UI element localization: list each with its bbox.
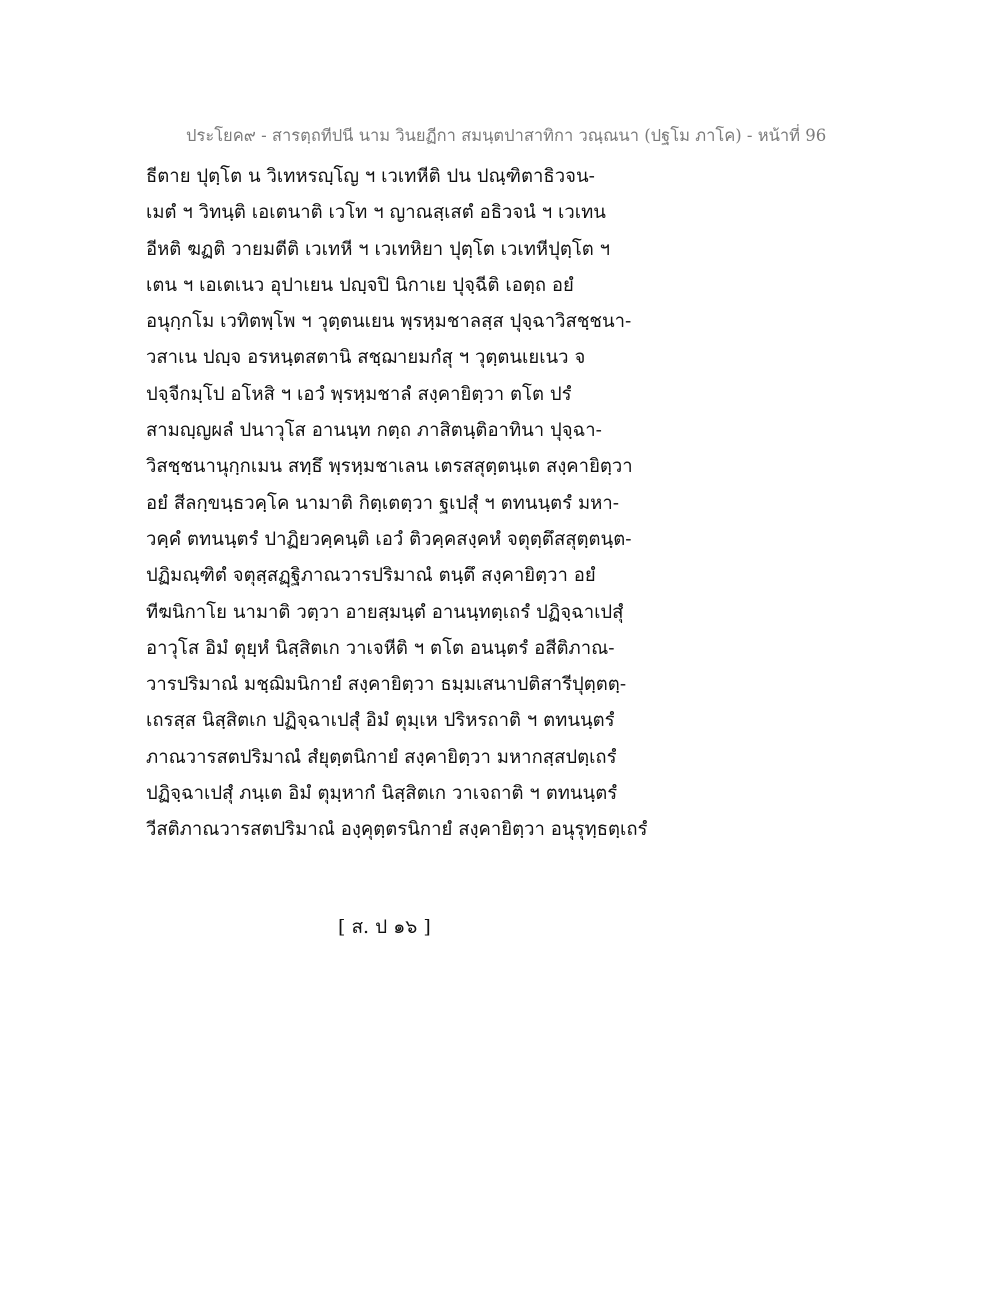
page-signature: [ ส. ป ๑๖ ] (338, 916, 431, 938)
text-line: ภาณวารสตปริมาณํ สํยุตฺตนิกายํ สงฺคายิตฺวา มหากสฺสปตฺเถรํ (146, 746, 617, 768)
text-line: อาวุโส อิมํ ตุยฺหํ นิสฺสิตเก วาเจหีติ ฯ ตโต อนนฺตรํ อสีติภาณ- (146, 637, 615, 659)
text-line: ปฏิจฺฉาเปสุํ ภนฺเต อิมํ ตุมฺหากํ นิสฺสิตเก วาเจถาติ ฯ ตทนนฺตรํ (146, 783, 618, 805)
body-text (146, 159, 666, 849)
text-line: วิสชฺชนานุกฺกเมน สทฺธึ พฺรหฺมชาเลน เตรสสุตฺตนฺเต สงฺคายิตฺวา (146, 456, 633, 478)
text-line: วคฺคํ ตทนนฺตรํ ปาฏิยวคฺคนฺติ เอวํ ติวคฺคสงฺคหํ จตุตฺตึสสุตฺตนฺต- (146, 528, 632, 550)
text-line: ปฏิมณฺฑิตํ จตุสฺสฏฺฐิภาณวารปริมาณํ ตนฺตึ สงฺคายิตฺวา อยํ (146, 565, 596, 587)
text-line: วารปริมาณํ มชฺฌิมนิกายํ สงฺคายิตฺวา ธมฺมเสนาปติสารีปุตฺตตฺ- (146, 674, 627, 696)
text-line: อยํ สีลกฺขนฺธวคฺโค นามาติ กิตฺเตตฺวา ฐเปสุํ ฯ ตทนนฺตรํ มหา- (146, 492, 620, 514)
text-line: ปจฺจีกมฺโป อโหสิ ฯ เอวํ พฺรหฺมชาลํ สงฺคายิตฺวา ตโต ปรํ (146, 383, 572, 405)
text-line: อนุกฺกโม เวทิตพฺโพ ฯ วุตฺตนเยน พฺรหฺมชาลสฺส ปุจฺฉาวิสชฺชนา- (146, 311, 632, 333)
text-line: เถรสฺส นิสฺสิตเก ปฏิจฺฉาเปสุํ อิมํ ตุมฺเห ปริหรถาติ ฯ ตทนนฺตรํ (146, 710, 615, 732)
text-line: วีสติภาณวารสตปริมาณํ องฺคุตฺตรนิกายํ สงฺคายิตฺวา อนุรุทฺธตฺเถรํ (146, 819, 648, 841)
text-line: เมตํ ฯ วิทนฺติ เอเตนาติ เวโท ฯ ญาณสฺเสตํ อธิวจนํ ฯ เวเทน (146, 202, 606, 224)
text-line: อีหติ ฆฏติ วายมตีติ เวเทหี ฯ เวเทหิยา ปุตฺโต เวเทหีปุตฺโต ฯ (146, 238, 611, 260)
text-line: ธีตาย ปุตฺโต น วิเทหรญฺโญ ฯ เวเทหีติ ปน ปณฺฑิตาธิวจน- (146, 166, 595, 187)
text-line: วสาเน ปญฺจ อรหนฺตสตานิ สชฺฌายมกํสุ ฯ วุตฺตนเยเนว จ (146, 347, 586, 369)
text-line: เตน ฯ เอเตเนว อุปาเยน ปญฺจปิ นิกาเย ปุจฺฉีติ เอตฺถ อยํ (146, 274, 574, 296)
text-line: ทีฆนิกาโย นามาติ วตฺวา อายสฺมนฺตํ อานนฺทตฺเถรํ ปฏิจฺฉาเปสุํ (146, 601, 624, 623)
text-line: สามญฺญผลํ ปนาวุโส อานนฺท กตฺถ ภาสิตนฺติอาทินา ปุจฺฉา- (146, 420, 602, 442)
running-header: ประโยค๙ - สารตฺถทีปนี นาม วินยฏีกา สมนฺตปาสาทิกา วณฺณนา (ปฐโม ภาโค) - หน้าที่ 96 (186, 126, 827, 145)
